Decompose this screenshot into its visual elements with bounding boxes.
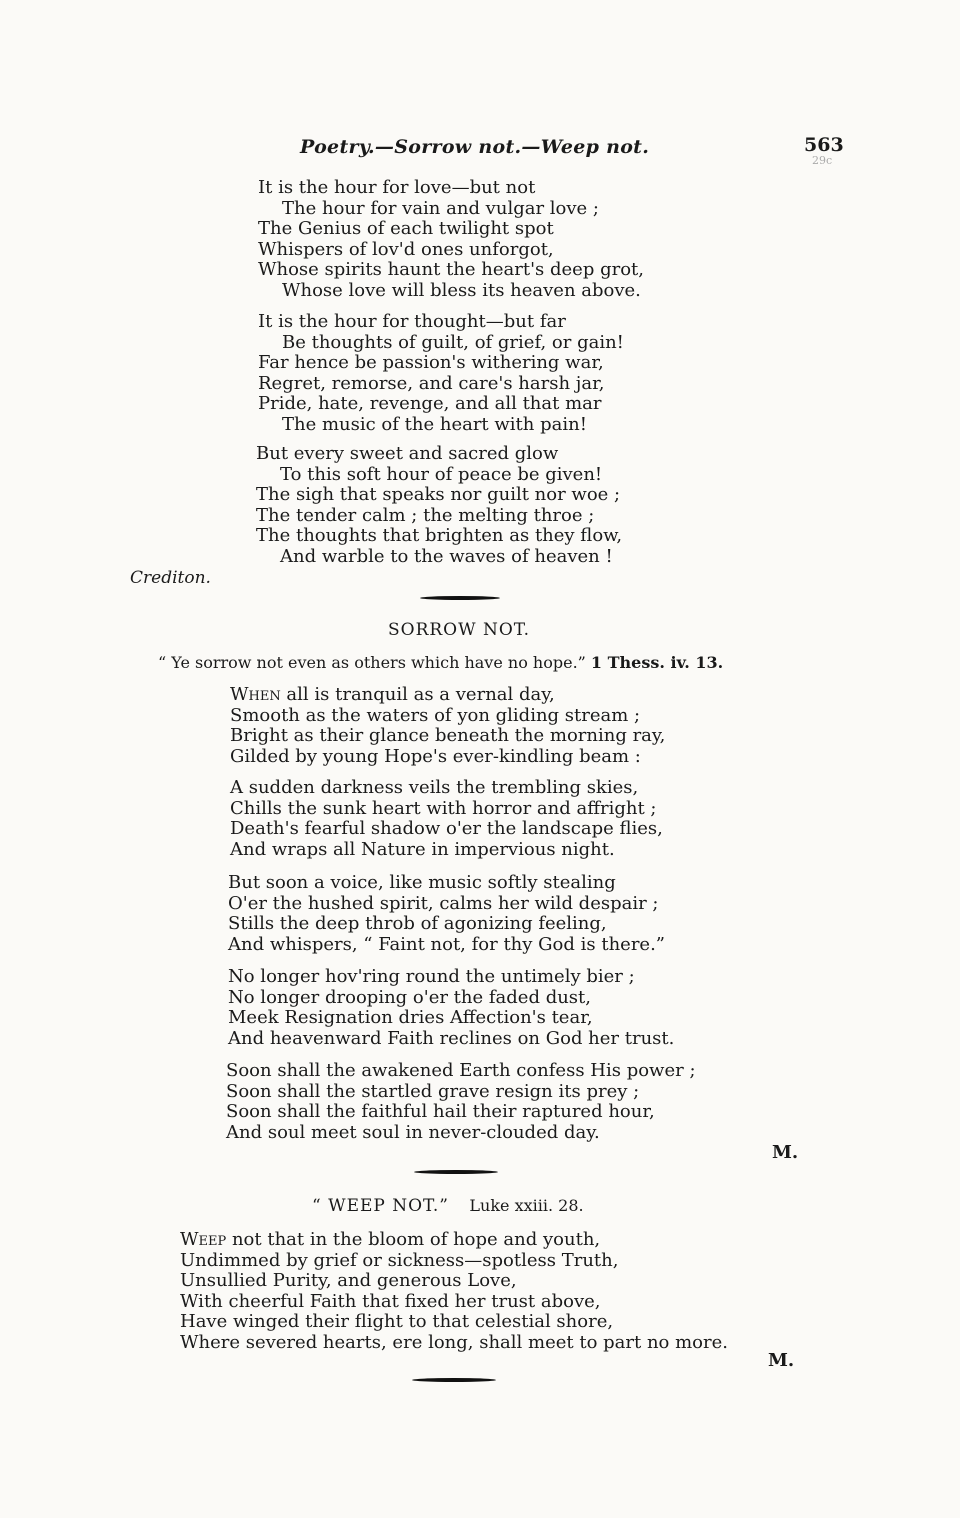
page-number: 563	[804, 134, 844, 156]
poem2-signature: M.	[772, 1142, 799, 1163]
poem-line-rest: not that in the bloom of hope and youth,	[226, 1229, 601, 1250]
poem-line: O'er the hushed spirit, calms her wild despair ;	[228, 892, 659, 914]
poem-line: The sigh that speaks nor guilt nor woe ;	[256, 484, 621, 505]
poem-line: The hour for vain and vulgar love ;	[282, 197, 599, 219]
poem3-signature: M.	[768, 1350, 795, 1371]
poem-line: The music of the heart with pain!	[282, 413, 587, 435]
poem-line: The thoughts that brighten as they flow,	[256, 525, 623, 546]
poem-line: And wraps all Nature in impervious night.	[230, 838, 615, 860]
poem-line: Unsullied Purity, and generous Love,	[180, 1270, 517, 1291]
poem-line: Have winged their flight to that celestial shore,	[180, 1311, 614, 1332]
poem-line: Bright as their glance beneath the morning ray,	[230, 725, 666, 746]
poem-line-rest: all is tranquil as a vernal day,	[280, 684, 555, 705]
poem-line: Undimmed by grief or sickness—spotless Truth,	[180, 1249, 619, 1271]
poem1-stanza-1	[258, 178, 644, 301]
poem1-stanza-3	[256, 444, 622, 567]
section-rule	[414, 1170, 498, 1174]
epigraph-citation: 1 Thess. iv. 13.	[590, 653, 724, 672]
poem3-citation: Luke xxiii. 28.	[469, 1196, 584, 1215]
poem-line: Soon shall the awakened Earth confess His power ;	[226, 1060, 696, 1081]
poem-line	[180, 1230, 728, 1251]
poem1-signoff: Crediton.	[130, 568, 211, 588]
poem-line: Far hence be passion's withering war,	[258, 352, 604, 373]
margin-mark: 29c	[812, 154, 833, 167]
poem-line: The tender calm ; the melting throe ;	[256, 504, 595, 526]
poem-line: No longer hov'ring round the untimely bier ;	[228, 966, 635, 987]
poem-line: Meek Resignation dries Affection's tear,	[228, 1007, 593, 1028]
poem-line: Stills the deep throb of agonizing feeling,	[228, 913, 607, 934]
poem-line: Pride, hate, revenge, and all that mar	[258, 393, 602, 414]
poem-line: Smooth as the waters of yon gliding stream ;	[230, 704, 641, 726]
poem2-stanza-5	[226, 1061, 696, 1143]
poem-line: Whose love will bless its heaven above.	[282, 279, 641, 301]
poem-line: Whispers of lov'd ones unforgot,	[258, 238, 554, 260]
poem-line: It is the hour for love—but not	[258, 177, 536, 198]
running-head: Poetry.—Sorrow not.—Weep not.	[300, 136, 650, 158]
poem-line: Regret, remorse, and care's harsh jar,	[258, 372, 605, 394]
poem-line: Where severed hearts, ere long, shall meet to part no more.	[180, 1331, 728, 1353]
poem3-title	[312, 1196, 584, 1216]
poem-line: Gilded by young Hope's ever-kindling beam :	[230, 745, 641, 767]
poem2-stanza-1	[230, 685, 665, 767]
poem2-title: SORROW NOT.	[388, 620, 531, 640]
drop-word: Weep	[180, 1229, 227, 1250]
poem-line: With cheerful Faith that fixed her trust above,	[180, 1290, 601, 1312]
poem-line: Soon shall the faithful hail their raptured hour,	[226, 1101, 655, 1122]
poem-line: It is the hour for thought—but far	[258, 311, 566, 332]
poem-line: And warble to the waves of heaven !	[280, 545, 613, 567]
poem-line: The Genius of each twilight spot	[258, 218, 554, 239]
poem1-stanza-2	[258, 312, 624, 435]
poem-line: Whose spirits haunt the heart's deep grot,	[258, 259, 644, 280]
poem2-stanza-2	[230, 778, 663, 860]
poem-line: Death's fearful shadow o'er the landscape flies,	[230, 818, 663, 839]
epigraph-quote: “ Ye sorrow not even as others which have no hope.”	[158, 653, 586, 672]
poem2-stanza-4	[228, 967, 674, 1049]
poem2-stanza-3	[228, 873, 665, 955]
poem-line: Be thoughts of guilt, of grief, or gain!	[282, 331, 624, 353]
poem-line: And heavenward Faith reclines on God her trust.	[228, 1027, 675, 1049]
poem-line: But soon a voice, like music softly stealing	[228, 872, 616, 893]
section-rule	[420, 596, 500, 600]
poem-line: Chills the sunk heart with horror and affright ;	[230, 797, 657, 819]
poem-line: Soon shall the startled grave resign its prey ;	[226, 1080, 640, 1102]
poem-line: But every sweet and sacred glow	[256, 443, 559, 464]
drop-word: When	[230, 684, 281, 705]
poem-line: And soul meet soul in never-clouded day.	[226, 1121, 600, 1143]
poem2-epigraph	[158, 653, 723, 672]
poem-line: And whispers, “ Faint not, for thy God is there.”	[228, 933, 666, 955]
poem3-title-text: “ WEEP NOT.”	[312, 1196, 449, 1216]
poem-line: To this soft hour of peace be given!	[280, 463, 603, 485]
poem-line	[230, 685, 665, 706]
section-rule	[412, 1378, 496, 1382]
poem-line: A sudden darkness veils the trembling skies,	[230, 777, 639, 798]
poem-line: No longer drooping o'er the faded dust,	[228, 986, 591, 1008]
poem3-stanza	[180, 1230, 728, 1353]
